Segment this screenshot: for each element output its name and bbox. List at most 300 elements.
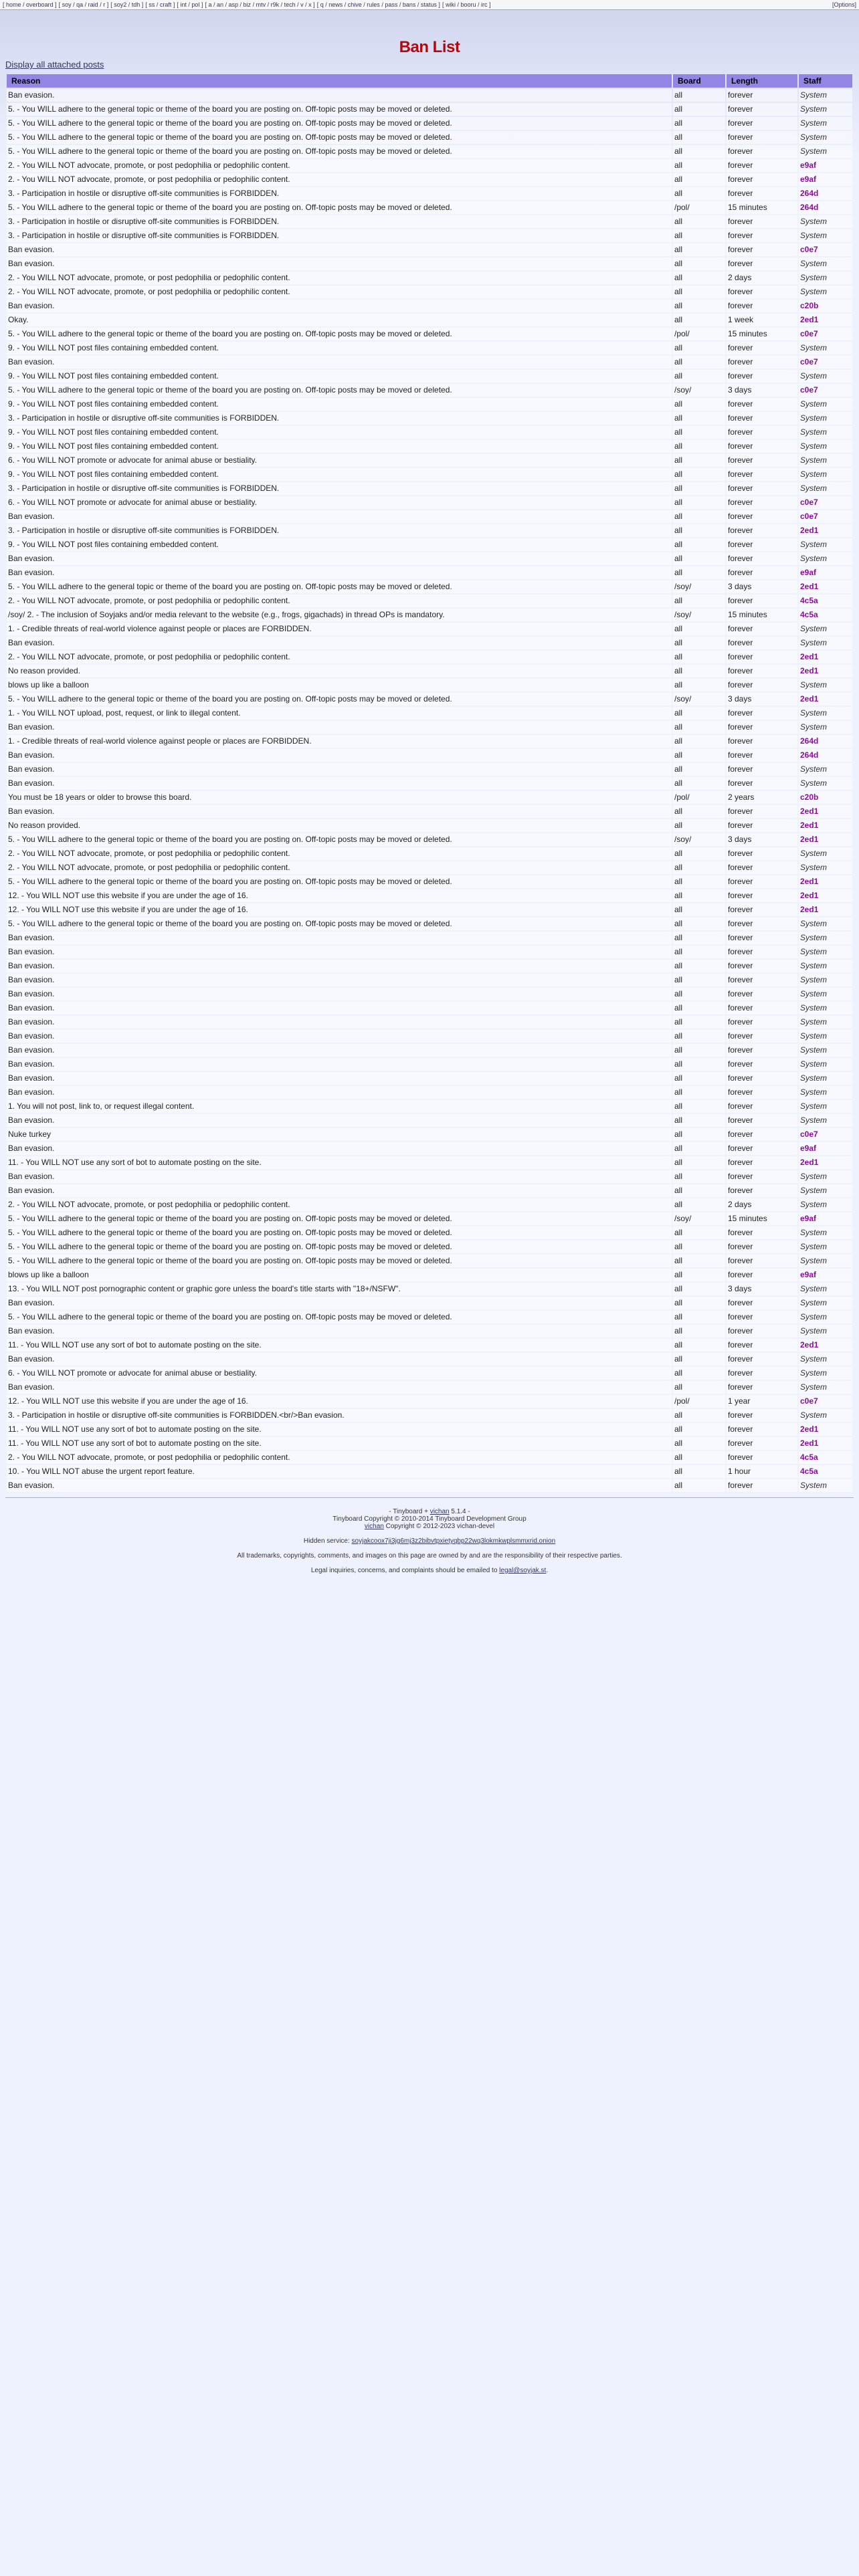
ban-reason: blows up like a balloon [7, 1269, 672, 1281]
nav-board-link-mtv[interactable]: mtv [256, 1, 266, 8]
ban-row [7, 370, 852, 383]
ban-length: forever [727, 426, 797, 439]
ban-length: forever [727, 1255, 797, 1267]
ban-staff-cell [799, 960, 852, 972]
ban-row [7, 538, 852, 551]
staff-link[interactable]: 264d [800, 736, 819, 746]
ban-board: all [673, 257, 725, 270]
ban-staff-cell [799, 384, 852, 397]
staff-system-label: System [800, 287, 828, 296]
staff-system-label: System [800, 680, 828, 689]
staff-system-label: System [800, 989, 828, 998]
staff-system-label: System [800, 1087, 828, 1097]
ban-length: forever [727, 552, 797, 565]
page-title: Ban List [399, 38, 460, 56]
ban-length: forever [727, 1142, 797, 1155]
ban-reason: 5. - You WILL adhere to the general topic or theme of the board you are posting on. Off-topic posts may be moved or deleted. [7, 580, 672, 593]
ban-board: all [673, 103, 725, 116]
ban-board: all [673, 777, 725, 790]
ban-length: forever [727, 1339, 797, 1352]
ban-board: all [673, 215, 725, 228]
ban-board: all [673, 426, 725, 439]
ban-length: forever [727, 735, 797, 748]
ban-length: 3 days [727, 1283, 797, 1295]
ban-board: all [673, 286, 725, 298]
ban-reason: Ban evasion. [7, 243, 672, 256]
ban-length: forever [727, 1058, 797, 1071]
ban-length: forever [727, 623, 797, 635]
nav-board-link-home[interactable]: home [6, 1, 21, 8]
staff-link[interactable]: 2ed1 [800, 877, 819, 886]
nav-board-link-status[interactable]: status [420, 1, 437, 8]
staff-system-label: System [800, 1172, 828, 1181]
staff-link[interactable]: 2ed1 [800, 582, 819, 591]
ban-row [7, 342, 852, 354]
ban-length: 15 minutes [727, 201, 797, 214]
staff-system-label: System [800, 104, 828, 114]
ban-reason: Ban evasion. [7, 1016, 672, 1029]
ban-staff-cell [799, 131, 852, 144]
ban-length: forever [727, 496, 797, 509]
ban-reason: 12. - You WILL NOT use this website if you are under the age of 16. [7, 1395, 672, 1408]
ban-staff-cell [799, 932, 852, 944]
ban-staff-cell [799, 356, 852, 368]
ban-board: all [673, 1241, 725, 1253]
ban-row [7, 1437, 852, 1450]
ban-board: all [673, 665, 725, 677]
ban-row [7, 889, 852, 902]
ban-board: all [673, 735, 725, 748]
nav-board-link-soy[interactable]: soy [62, 1, 72, 8]
ban-reason: 3. - Participation in hostile or disruptive off-site communities is FORBIDDEN. [7, 482, 672, 495]
staff-system-label: System [800, 933, 828, 942]
ban-board: all [673, 679, 725, 691]
nav-board-link-an[interactable]: an [216, 1, 223, 8]
staff-system-label: System [800, 90, 828, 100]
ban-row [7, 187, 852, 200]
ban-row [7, 1212, 852, 1225]
staff-link[interactable]: 2ed1 [800, 694, 819, 704]
staff-link[interactable]: 264d [800, 750, 819, 760]
ban-length: forever [727, 300, 797, 312]
ban-board: all [673, 1325, 725, 1337]
ban-row [7, 412, 852, 425]
ban-staff-cell [799, 412, 852, 425]
ban-row [7, 496, 852, 509]
ban-staff-cell [799, 1170, 852, 1183]
ban-reason: 11. - You WILL NOT use any sort of bot to automate posting on the site. [7, 1423, 672, 1436]
ban-staff-cell [799, 1311, 852, 1323]
ban-board: all [673, 1353, 725, 1366]
staff-system-label: System [800, 1073, 828, 1083]
staff-link[interactable]: c0e7 [800, 512, 818, 521]
staff-link[interactable]: e9af [800, 160, 817, 170]
staff-link[interactable]: c0e7 [800, 357, 818, 366]
ban-board: all [673, 1016, 725, 1029]
ban-row [7, 1409, 852, 1422]
ban-length: forever [727, 805, 797, 818]
nav-board-link-a[interactable]: a [208, 1, 212, 8]
staff-link[interactable]: 264d [800, 203, 819, 212]
ban-staff-cell [799, 805, 852, 818]
ban-row [7, 1100, 852, 1113]
ban-length: forever [727, 847, 797, 860]
vichan-link[interactable]: vichan [364, 1523, 384, 1530]
nav-board-link-irc[interactable]: irc [481, 1, 488, 8]
staff-link[interactable]: c0e7 [800, 498, 818, 507]
ban-board: all [673, 482, 725, 495]
options-link[interactable]: [Options] [832, 1, 856, 8]
ban-row [7, 89, 852, 102]
staff-link[interactable]: c0e7 [800, 1130, 818, 1139]
ban-reason: Ban evasion. [7, 1030, 672, 1043]
ban-length: forever [727, 159, 797, 172]
staff-link[interactable]: e9af [800, 175, 817, 184]
staff-link[interactable]: 2ed1 [800, 526, 819, 535]
ban-staff-cell [799, 1072, 852, 1085]
staff-link[interactable]: 4c5a [800, 1453, 818, 1462]
staff-link[interactable]: 4c5a [800, 1467, 818, 1476]
vichan-link[interactable]: vichan [430, 1508, 450, 1515]
ban-staff-cell [799, 286, 852, 298]
staff-system-label: System [800, 1368, 828, 1378]
ban-board: /soy/ [673, 1212, 725, 1225]
nav-board-link-craft[interactable]: craft [159, 1, 172, 8]
ban-staff-cell [799, 1212, 852, 1225]
ban-board: all [673, 889, 725, 902]
ban-reason: 9. - You WILL NOT post files containing embedded content. [7, 468, 672, 481]
ban-row [7, 735, 852, 748]
staff-link[interactable]: e9af [800, 1270, 817, 1279]
staff-system-label: System [800, 1115, 828, 1125]
staff-link[interactable]: e9af [800, 568, 817, 577]
staff-system-label: System [800, 919, 828, 928]
ban-length: forever [727, 1044, 797, 1057]
ban-board: all [673, 1086, 725, 1099]
staff-link[interactable]: 2ed1 [800, 1424, 819, 1434]
ban-row [7, 1142, 852, 1155]
ban-staff-cell [799, 342, 852, 354]
ban-length: forever [727, 679, 797, 691]
ban-staff-cell [799, 103, 852, 116]
ban-row [7, 833, 852, 846]
nav-board-link-r9k[interactable]: r9k [270, 1, 280, 8]
ban-length: 3 days [727, 833, 797, 846]
ban-reason: 5. - You WILL adhere to the general topic or theme of the board you are posting on. Off-topic posts may be moved or deleted. [7, 833, 672, 846]
ban-staff-cell [799, 1016, 852, 1029]
board-group: [ soy / qa / raid / r ] [58, 1, 109, 8]
ban-board: all [673, 1311, 725, 1323]
legal-email-link[interactable]: legal@soyjak.st [499, 1567, 547, 1574]
ban-row [7, 580, 852, 593]
ban-length: forever [727, 1170, 797, 1183]
ban-length: forever [727, 1451, 797, 1464]
ban-row [7, 1395, 852, 1408]
ban-board: all [673, 1339, 725, 1352]
ban-staff-cell [799, 791, 852, 804]
ban-length: forever [727, 131, 797, 144]
ban-staff-cell [799, 328, 852, 340]
staff-link[interactable]: c0e7 [800, 385, 818, 395]
staff-link[interactable]: e9af [800, 1144, 817, 1153]
ban-length: forever [727, 187, 797, 200]
ban-staff-cell [799, 833, 852, 846]
ban-reason: 13. - You WILL NOT post pornographic content or graphic gore unless the board's title starts with "18+/NSFW". [7, 1283, 672, 1295]
staff-system-label: System [800, 1101, 828, 1111]
ban-length: forever [727, 286, 797, 298]
footer-text: Copyright © 2012-2023 vichan-devel [383, 1523, 495, 1530]
ban-reason: Okay. [7, 314, 672, 326]
ban-staff-cell [799, 552, 852, 565]
ban-row [7, 861, 852, 874]
staff-system-label: System [800, 343, 828, 352]
ban-staff-cell [799, 847, 852, 860]
ban-board: all [673, 1156, 725, 1169]
staff-system-label: System [800, 469, 828, 479]
ban-length: forever [727, 903, 797, 916]
ban-reason: Ban evasion. [7, 946, 672, 958]
ban-staff-cell [799, 468, 852, 481]
staff-system-label: System [800, 231, 828, 240]
staff-system-label: System [800, 863, 828, 872]
nav-board-link-bans[interactable]: bans [402, 1, 416, 8]
ban-row [7, 1170, 852, 1183]
ban-row [7, 482, 852, 495]
ban-row [7, 651, 852, 663]
footer-text: 5.1.4 - [449, 1508, 470, 1515]
ban-staff-cell [799, 1086, 852, 1099]
ban-staff-cell [799, 1465, 852, 1478]
staff-link[interactable]: 2ed1 [800, 807, 819, 816]
ban-staff-cell [799, 707, 852, 720]
ban-staff-cell [799, 1283, 852, 1295]
ban-board: all [673, 1198, 725, 1211]
ban-reason: Ban evasion. [7, 356, 672, 368]
ban-staff-cell [799, 1255, 852, 1267]
ban-row [7, 749, 852, 762]
nav-board-link-news[interactable]: news [328, 1, 343, 8]
ban-reason: Ban evasion. [7, 1381, 672, 1394]
nav-board-link-pass[interactable]: pass [385, 1, 398, 8]
ban-row [7, 201, 852, 214]
staff-link[interactable]: 4c5a [800, 596, 818, 605]
staff-link[interactable]: 264d [800, 189, 819, 198]
nav-board-link-asp[interactable]: asp [228, 1, 239, 8]
ban-length: forever [727, 819, 797, 832]
nav-board-link-rules[interactable]: rules [367, 1, 380, 8]
ban-staff-cell [799, 496, 852, 509]
nav-board-link-qa[interactable]: qa [76, 1, 84, 8]
staff-system-label: System [800, 1228, 828, 1237]
ban-board: all [673, 805, 725, 818]
ban-staff-cell [799, 1325, 852, 1337]
ban-reason: 6. - You WILL NOT promote or advocate for animal abuse or bestiality. [7, 1367, 672, 1380]
ban-row [7, 1030, 852, 1043]
ban-reason: 2. - You WILL NOT advocate, promote, or post pedophilia or pedophilic content. [7, 272, 672, 284]
hidden-service-link[interactable]: soyjakcoox7ji3jg6mj3z2bibvtpxietyqbp22wq3lokmkwplsmmxrid.onion [351, 1537, 556, 1545]
ban-board: all [673, 637, 725, 649]
column-header-staff: Staff [799, 74, 852, 88]
ban-length: forever [727, 749, 797, 762]
nav-board-link-overboard[interactable]: overboard [26, 1, 54, 8]
ban-board: all [673, 595, 725, 607]
board-group: [ ss / craft ] [145, 1, 175, 8]
ban-staff-cell [799, 1184, 852, 1197]
nav-board-link-tech[interactable]: tech [284, 1, 296, 8]
nav-board-link-tdh[interactable]: tdh [131, 1, 140, 8]
staff-system-label: System [800, 413, 828, 423]
nav-board-link-v[interactable]: v [300, 1, 304, 8]
ban-row [7, 1086, 852, 1099]
staff-system-label: System [800, 778, 828, 788]
ban-length: forever [727, 566, 797, 579]
ban-board: /soy/ [673, 693, 725, 706]
staff-link[interactable]: 2ed1 [800, 315, 819, 324]
ban-row [7, 1423, 852, 1436]
staff-link[interactable]: 2ed1 [800, 835, 819, 844]
ban-length: forever [727, 229, 797, 242]
ban-length: forever [727, 1381, 797, 1394]
ban-board: all [673, 243, 725, 256]
footer-line [5, 1567, 854, 1574]
ban-board: all [673, 1409, 725, 1422]
staff-system-label: System [800, 1017, 828, 1027]
ban-length: forever [727, 637, 797, 649]
ban-row [7, 1198, 852, 1211]
staff-link[interactable]: c20b [800, 792, 819, 802]
staff-link[interactable]: 2ed1 [800, 905, 819, 914]
staff-link[interactable]: 2ed1 [800, 1158, 819, 1167]
ban-row [7, 1325, 852, 1337]
ban-staff-cell [799, 145, 852, 158]
staff-link[interactable]: c0e7 [800, 1396, 818, 1406]
ban-staff-cell [799, 889, 852, 902]
ban-staff-cell [799, 440, 852, 453]
nav-board-link-r[interactable]: r [103, 1, 106, 8]
display-attached-posts-link[interactable]: Display all attached posts [5, 60, 104, 70]
ban-staff-cell [799, 510, 852, 523]
ban-row [7, 328, 852, 340]
ban-row [7, 103, 852, 116]
ban-staff-cell [799, 215, 852, 228]
ban-reason: 5. - You WILL adhere to the general topic or theme of the board you are posting on. Off-topic posts may be moved or deleted. [7, 328, 672, 340]
ban-staff-cell [799, 538, 852, 551]
staff-system-label: System [800, 540, 828, 549]
staff-link[interactable]: e9af [800, 1214, 817, 1223]
ban-board: all [673, 932, 725, 944]
ban-board: /soy/ [673, 384, 725, 397]
ban-length: forever [727, 946, 797, 958]
ban-length: forever [727, 510, 797, 523]
ban-length: forever [727, 370, 797, 383]
ban-board: all [673, 1058, 725, 1071]
ban-row [7, 552, 852, 565]
ban-length: forever [727, 763, 797, 776]
ban-length: forever [727, 651, 797, 663]
nav-board-link-ss[interactable]: ss [149, 1, 155, 8]
staff-system-label: System [800, 975, 828, 984]
footer-line [5, 1515, 854, 1523]
ban-row [7, 1114, 852, 1127]
ban-board: all [673, 903, 725, 916]
ban-row [7, 510, 852, 523]
nav-board-link-pol[interactable]: pol [191, 1, 200, 8]
staff-link[interactable]: 2ed1 [800, 1340, 819, 1350]
ban-row [7, 875, 852, 888]
ban-board: all [673, 300, 725, 312]
ban-staff-cell [799, 454, 852, 467]
ban-row [7, 229, 852, 242]
ban-board: all [673, 1100, 725, 1113]
nav-board-link-biz[interactable]: biz [243, 1, 252, 8]
ban-board: all [673, 173, 725, 186]
ban-length: forever [727, 482, 797, 495]
ban-row [7, 693, 852, 706]
footer-text: . [546, 1567, 549, 1574]
ban-length: forever [727, 1002, 797, 1014]
nav-board-link-booru[interactable]: booru [460, 1, 476, 8]
nav-board-link-int[interactable]: int [180, 1, 187, 8]
footer-line [5, 1508, 854, 1515]
ban-staff-cell [799, 1409, 852, 1422]
ban-reason: 5. - You WILL adhere to the general topic or theme of the board you are posting on. Off-topic posts may be moved or deleted. [7, 875, 672, 888]
ban-reason: 2. - You WILL NOT advocate, promote, or post pedophilia or pedophilic content. [7, 847, 672, 860]
ban-reason: 2. - You WILL NOT advocate, promote, or post pedophilia or pedophilic content. [7, 1451, 672, 1464]
ban-board: all [673, 1297, 725, 1309]
ban-reason: 2. - You WILL NOT advocate, promote, or post pedophilia or pedophilic content. [7, 595, 672, 607]
staff-link[interactable]: 2ed1 [800, 891, 819, 900]
ban-reason: 1. You will not post, link to, or request illegal content. [7, 1100, 672, 1113]
ban-row [7, 314, 852, 326]
staff-link[interactable]: 4c5a [800, 610, 818, 619]
staff-link[interactable]: c20b [800, 301, 819, 310]
staff-system-label: System [800, 399, 828, 409]
staff-system-label: System [800, 1242, 828, 1251]
ban-length: 3 days [727, 384, 797, 397]
nav-board-link-raid[interactable]: raid [88, 1, 98, 8]
ban-staff-cell [799, 426, 852, 439]
ban-reason: 2. - You WILL NOT advocate, promote, or post pedophilia or pedophilic content. [7, 173, 672, 186]
nav-board-link-wiki[interactable]: wiki [445, 1, 456, 8]
staff-system-label: System [800, 1284, 828, 1293]
staff-link[interactable]: 2ed1 [800, 652, 819, 661]
nav-board-link-x[interactable]: x [308, 1, 312, 8]
ban-length: forever [727, 1367, 797, 1380]
ban-length: forever [727, 1353, 797, 1366]
board-group: [ q / news / chive / rules / pass / bans / status ] [316, 1, 440, 8]
ban-row [7, 974, 852, 986]
ban-reason: Ban evasion. [7, 89, 672, 102]
staff-link[interactable]: c0e7 [800, 245, 818, 254]
ban-board: all [673, 1381, 725, 1394]
staff-link[interactable]: 2ed1 [800, 1438, 819, 1448]
nav-board-link-soy2[interactable]: soy2 [114, 1, 127, 8]
ban-row [7, 763, 852, 776]
staff-link[interactable]: 2ed1 [800, 821, 819, 830]
ban-length: forever [727, 1072, 797, 1085]
ban-row [7, 1269, 852, 1281]
ban-staff-cell [799, 201, 852, 214]
nav-board-link-chive[interactable]: chive [347, 1, 362, 8]
ban-staff-cell [799, 1367, 852, 1380]
staff-system-label: System [800, 259, 828, 268]
staff-system-label: System [800, 132, 828, 142]
ban-length: forever [727, 398, 797, 411]
staff-link[interactable]: c0e7 [800, 329, 818, 338]
ban-reason: 2. - You WILL NOT advocate, promote, or post pedophilia or pedophilic content. [7, 1198, 672, 1211]
staff-link[interactable]: 2ed1 [800, 666, 819, 675]
nav-board-link-q[interactable]: q [320, 1, 324, 8]
